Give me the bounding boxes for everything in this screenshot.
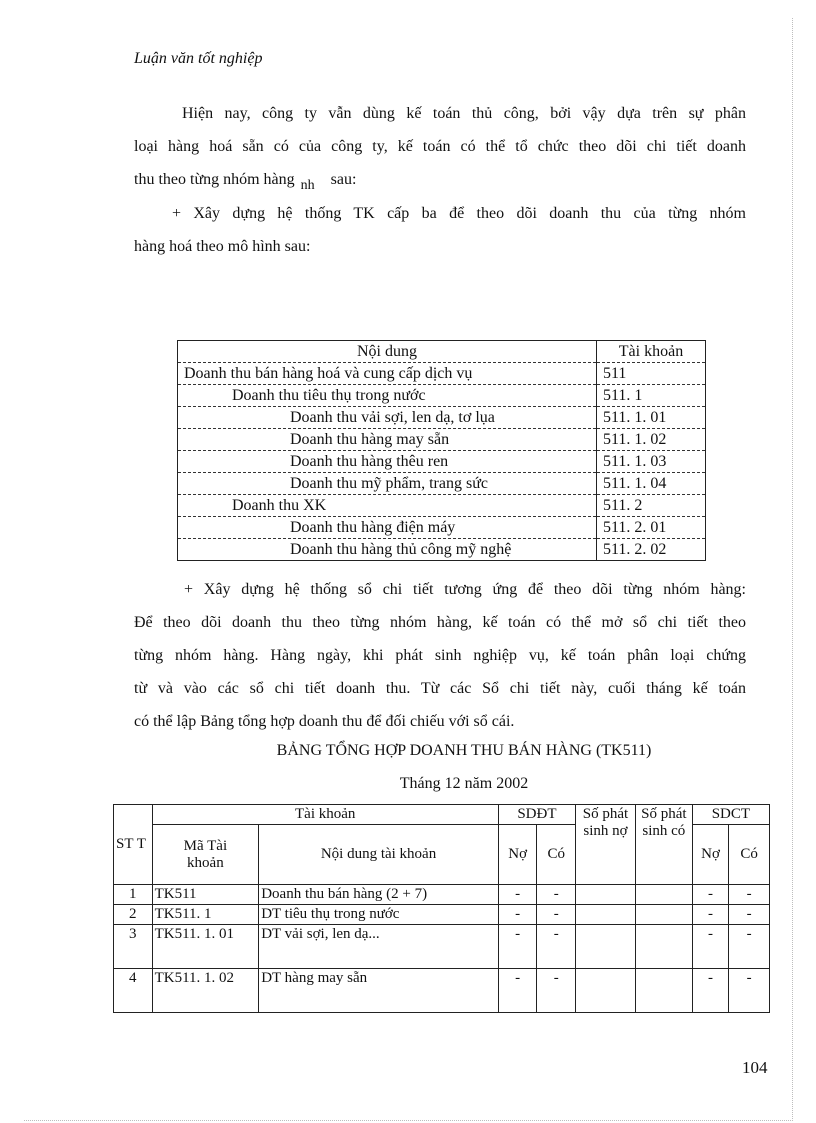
summary-row-sdct-co: -	[729, 885, 770, 905]
intro-paragraph	[134, 97, 746, 263]
summary-row-sddt-co: -	[537, 925, 576, 969]
intro-line-5: hàng hoá theo mô hình sau:	[134, 238, 311, 255]
summary-row-stt: 1	[114, 885, 153, 905]
intro-subscript: nh	[300, 178, 315, 193]
intro-line-1: Hiện nay, công ty vẫn dùng kế toán thủ công, bởi vậy dựa trên sự phân	[182, 105, 746, 122]
body-paragraph	[134, 573, 746, 738]
account-row-content: Doanh thu hàng điện máy	[178, 517, 597, 539]
summary-row-sddt-co: -	[537, 905, 576, 925]
summary-row-ps-co	[635, 885, 692, 905]
summary-row-ps-no	[576, 969, 636, 1013]
summary-row-ps-no	[576, 885, 636, 905]
account-row	[178, 429, 706, 451]
summary-row-content: Doanh thu bán hàng (2 + 7)	[259, 885, 499, 905]
summary-row-stt: 3	[114, 925, 153, 969]
account-row	[178, 451, 706, 473]
body-line-4: từ và vào các sổ chi tiết doanh thu. Từ các Sổ chi tiết này, cuối tháng kế toán	[134, 680, 746, 697]
header-account: Tài khoản	[597, 341, 706, 363]
account-row-content: Doanh thu XK	[178, 495, 597, 517]
summary-row-content: DT hàng may sẵn	[259, 969, 499, 1013]
header-sddt: SDĐT	[498, 805, 575, 825]
header-sdct-no: Nợ	[692, 825, 729, 885]
account-row	[178, 495, 706, 517]
intro-line-4: + Xây dựng hệ thống TK cấp ba để theo dõi doanh thu của từng nhóm	[172, 205, 746, 222]
header-sdct-co: Có	[729, 825, 770, 885]
intro-line-2: loại hàng hoá sẵn có của công ty, kế toán có thể tổ chức theo dõi chi tiết doanh	[134, 138, 746, 155]
summary-row	[114, 885, 770, 905]
header-stt: ST T	[114, 805, 153, 885]
body-line-2: Để theo dõi doanh thu theo từng nhóm hàng, kế toán có thể mở sổ chi tiết theo	[134, 614, 746, 631]
summary-row	[114, 905, 770, 925]
account-row-content: Doanh thu mỹ phẩm, trang sức	[178, 473, 597, 495]
header-content: Nội dung	[178, 341, 597, 363]
summary-row-sddt-no: -	[498, 925, 537, 969]
account-row	[178, 539, 706, 561]
summary-row-code: TK511. 1	[152, 905, 259, 925]
account-row-content: Doanh thu tiêu thụ trong nước	[178, 385, 597, 407]
account-row	[178, 385, 706, 407]
header-account-code: Mã Tài khoản	[152, 825, 259, 885]
summary-row-ps-co	[635, 925, 692, 969]
summary-subtitle: Tháng 12 năm 2002	[399, 775, 529, 792]
summary-row-sdct-no: -	[692, 925, 729, 969]
summary-row-code: TK511. 1. 01	[152, 925, 259, 969]
account-row-code: 511. 2. 02	[597, 539, 706, 561]
intro-line-3-end: sau:	[330, 171, 357, 188]
intro-line-3	[134, 163, 746, 197]
body-line-1: + Xây dựng hệ thống sổ chi tiết tương ứng để theo dõi từng nhóm hàng:	[184, 581, 746, 598]
summary-header-row-1	[114, 805, 770, 825]
summary-row-sdct-no: -	[692, 885, 729, 905]
account-row-code: 511. 1. 03	[597, 451, 706, 473]
header-ps-co: Số phát sinh có	[635, 805, 692, 885]
account-row-content: Doanh thu hàng may sẵn	[178, 429, 597, 451]
account-row	[178, 407, 706, 429]
account-row	[178, 517, 706, 539]
account-row-content: Doanh thu hàng thủ công mỹ nghệ	[178, 539, 597, 561]
summary-title: BẢNG TỔNG HỢP DOANH THU BÁN HÀNG (TK511)	[276, 742, 652, 759]
account-row-content: Doanh thu hàng thêu ren	[178, 451, 597, 473]
summary-row-sddt-co: -	[537, 969, 576, 1013]
summary-row-ps-co	[635, 969, 692, 1013]
summary-row-code: TK511	[152, 885, 259, 905]
header-ps-no: Số phát sinh nợ	[576, 805, 636, 885]
account-row-code: 511. 2	[597, 495, 706, 517]
header-account-group: Tài khoản	[152, 805, 498, 825]
account-row-content: Doanh thu bán hàng hoá và cung cấp dịch vụ	[178, 363, 597, 385]
summary-row-sddt-no: -	[498, 885, 537, 905]
account-row-code: 511. 1. 04	[597, 473, 706, 495]
summary-row-sddt-co: -	[537, 885, 576, 905]
account-table-header	[178, 341, 706, 363]
summary-row	[114, 925, 770, 969]
summary-row-content: DT tiêu thụ trong nước	[259, 905, 499, 925]
summary-row-sddt-no: -	[498, 905, 537, 925]
summary-row-sddt-no: -	[498, 969, 537, 1013]
page-number: 104	[742, 1058, 768, 1077]
summary-table	[113, 804, 770, 1013]
summary-row-sdct-no: -	[692, 969, 729, 1013]
account-row	[178, 473, 706, 495]
account-row-code: 511. 1. 02	[597, 429, 706, 451]
summary-row-stt: 2	[114, 905, 153, 925]
summary-row-sdct-no: -	[692, 905, 729, 925]
running-header: Luận văn tốt nghiệp	[134, 50, 263, 67]
body-line-5: có thể lập Bảng tổng hợp doanh thu để đối chiếu với sổ cái.	[134, 713, 515, 730]
header-sddt-co: Có	[537, 825, 576, 885]
summary-row-sdct-co: -	[729, 969, 770, 1013]
summary-row-content: DT vải sợi, len dạ...	[259, 925, 499, 969]
account-row-code: 511. 1. 01	[597, 407, 706, 429]
summary-row-ps-no	[576, 925, 636, 969]
account-row	[178, 363, 706, 385]
summary-row-stt: 4	[114, 969, 153, 1013]
header-account-content: Nội dung tài khoản	[259, 825, 499, 885]
intro-line-3-text: thu theo từng nhóm hàng	[134, 171, 295, 188]
summary-row-ps-co	[635, 905, 692, 925]
summary-row	[114, 969, 770, 1013]
summary-row-sdct-co: -	[729, 925, 770, 969]
header-sddt-no: Nợ	[498, 825, 537, 885]
account-row-code: 511. 2. 01	[597, 517, 706, 539]
summary-row-sdct-co: -	[729, 905, 770, 925]
account-row-code: 511. 1	[597, 385, 706, 407]
account-row-content: Doanh thu vải sợi, len dạ, tơ lụa	[178, 407, 597, 429]
summary-row-code: TK511. 1. 02	[152, 969, 259, 1013]
account-table	[177, 340, 706, 561]
body-line-3: từng nhóm hàng. Hàng ngày, khi phát sinh nghiệp vụ, kế toán phân loại chứng	[134, 647, 746, 664]
summary-row-ps-no	[576, 905, 636, 925]
header-sdct: SDCT	[692, 805, 769, 825]
account-row-code: 511	[597, 363, 706, 385]
